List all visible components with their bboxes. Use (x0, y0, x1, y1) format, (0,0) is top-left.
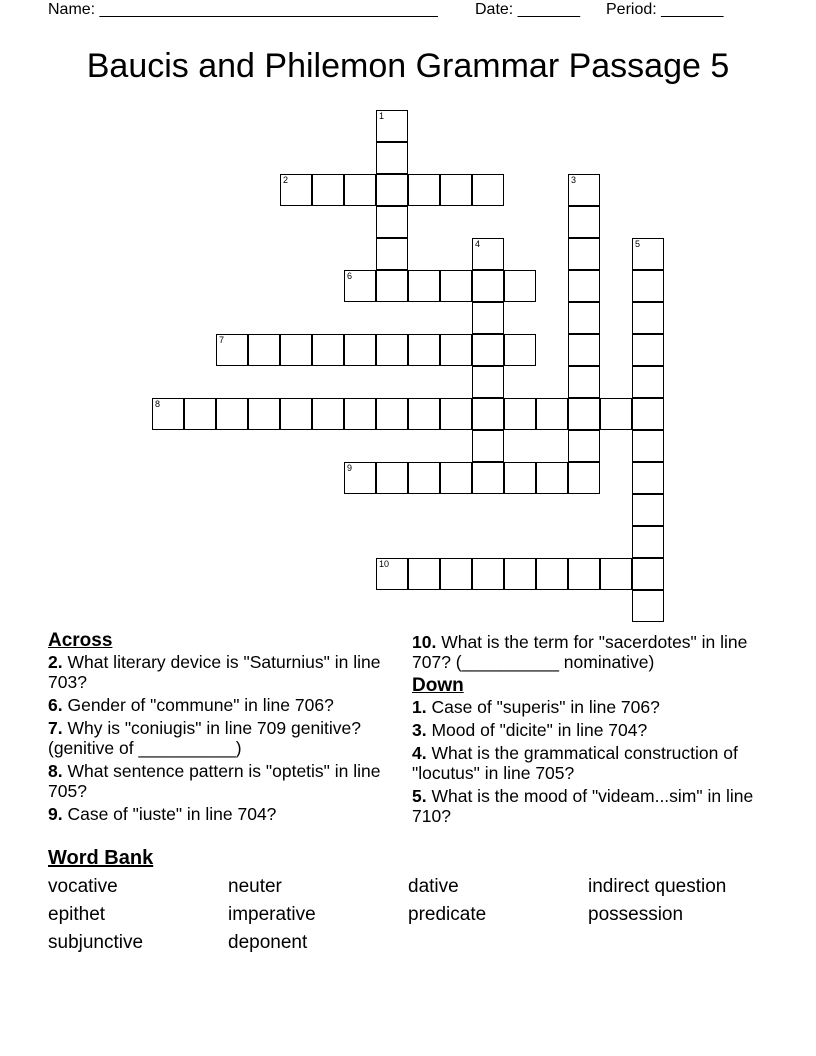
crossword-cell[interactable] (376, 238, 408, 270)
crossword-cell[interactable] (568, 302, 600, 334)
crossword-cell[interactable] (568, 430, 600, 462)
crossword-cell[interactable] (472, 398, 504, 430)
crossword-cell[interactable] (408, 334, 440, 366)
clue-number-label: 9 (347, 463, 353, 473)
word-bank-item: vocative (48, 876, 118, 897)
date-field-label: Date: _______ (475, 1, 580, 18)
word-bank-item: epithet (48, 904, 106, 925)
clue-number: 10. (412, 632, 437, 652)
clue-number-label: 6 (347, 271, 353, 281)
crossword-cell[interactable] (408, 462, 440, 494)
period-field-label: Period: _______ (606, 1, 724, 18)
crossword-cell[interactable] (440, 398, 472, 430)
crossword-cell[interactable] (632, 526, 664, 558)
crossword-cell[interactable] (536, 398, 568, 430)
down-heading: Down (412, 675, 464, 696)
crossword-cell[interactable] (472, 302, 504, 334)
crossword-cell[interactable] (440, 558, 472, 590)
clue-number-label: 1 (379, 111, 385, 121)
clue-down-1 (412, 697, 772, 717)
crossword-cell[interactable] (312, 334, 344, 366)
crossword-cell[interactable] (280, 398, 312, 430)
crossword-cell[interactable] (376, 334, 408, 366)
crossword-cell[interactable] (376, 398, 408, 430)
word-bank-item: dative (408, 876, 459, 897)
word-bank-item: predicate (408, 904, 487, 925)
clue-number: 5. (412, 786, 427, 806)
crossword-cell[interactable] (408, 270, 440, 302)
crossword-cell[interactable] (184, 398, 216, 430)
crossword-cell[interactable] (632, 334, 664, 366)
crossword-cell[interactable] (408, 558, 440, 590)
clue-number: 8. (48, 761, 63, 781)
crossword-cell[interactable] (344, 270, 376, 302)
crossword-cell[interactable] (312, 174, 344, 206)
crossword-cell[interactable] (344, 334, 376, 366)
clue-text: What is the term for "sacerdotes" in line 707? (__________ nominative) (412, 632, 748, 672)
crossword-cell[interactable] (376, 174, 408, 206)
crossword-cell[interactable] (504, 270, 536, 302)
crossword-cell[interactable] (408, 174, 440, 206)
crossword-cell[interactable] (568, 238, 600, 270)
crossword-cell[interactable] (504, 334, 536, 366)
crossword-cell[interactable] (568, 558, 600, 590)
clue-text: Case of "iuste" in line 704? (62, 804, 277, 824)
clue-text: What sentence pattern is "optetis" in line 705? (48, 761, 381, 801)
crossword-cell[interactable] (472, 366, 504, 398)
clue-number-label: 10 (379, 559, 390, 569)
crossword-cell[interactable] (632, 366, 664, 398)
crossword-cell[interactable] (216, 398, 248, 430)
crossword-cell[interactable] (632, 494, 664, 526)
crossword-cell[interactable] (376, 206, 408, 238)
clue-across-10 (412, 632, 772, 672)
crossword-cell[interactable] (568, 334, 600, 366)
clue-down-3 (412, 720, 772, 740)
clue-number-label: 5 (635, 239, 641, 249)
clue-down-5 (412, 786, 772, 826)
clue-down-4 (412, 743, 772, 783)
crossword-cell[interactable] (344, 174, 376, 206)
crossword-cell[interactable] (312, 398, 344, 430)
page-title: Baucis and Philemon Grammar Passage 5 (86, 47, 730, 85)
word-bank-item: subjunctive (48, 932, 144, 953)
crossword-cell[interactable] (472, 270, 504, 302)
clue-number-label: 4 (475, 239, 481, 249)
crossword-cell[interactable] (440, 334, 472, 366)
clue-text: Gender of "commune" in line 706? (62, 695, 334, 715)
clue-number-label: 8 (155, 399, 161, 409)
clue-number-label: 2 (283, 175, 289, 185)
clue-across-8 (48, 761, 393, 801)
crossword-cell[interactable] (632, 590, 664, 622)
word-bank-item: possession (588, 904, 684, 925)
crossword-cell[interactable] (248, 334, 280, 366)
clue-across-6 (48, 695, 393, 715)
across-clues (48, 630, 393, 827)
crossword-cell[interactable] (344, 398, 376, 430)
crossword-cell[interactable] (568, 398, 600, 430)
crossword-cell[interactable] (280, 174, 312, 206)
crossword-cell[interactable] (280, 334, 312, 366)
crossword-cell[interactable] (440, 270, 472, 302)
crossword-cell[interactable] (344, 462, 376, 494)
crossword-cell[interactable] (504, 462, 536, 494)
crossword-cell[interactable] (632, 430, 664, 462)
crossword-cell[interactable] (568, 174, 600, 206)
clue-text: What is the mood of "videam...sim" in line 710? (412, 786, 754, 826)
crossword-cell[interactable] (568, 270, 600, 302)
crossword-cell[interactable] (472, 430, 504, 462)
clue-number: 3. (412, 720, 427, 740)
crossword-cell[interactable] (632, 462, 664, 494)
crossword-cell[interactable] (152, 398, 184, 430)
crossword-cell[interactable] (472, 238, 504, 270)
word-bank-heading: Word Bank (48, 847, 154, 869)
clue-number: 2. (48, 652, 63, 672)
crossword-cell[interactable] (376, 142, 408, 174)
crossword-cell[interactable] (600, 558, 632, 590)
crossword-cell[interactable] (376, 110, 408, 142)
crossword-cell[interactable] (568, 206, 600, 238)
crossword-cell[interactable] (568, 462, 600, 494)
across-heading: Across (48, 630, 113, 651)
word-bank-item: imperative (228, 904, 316, 925)
clue-text: Mood of "dicite" in line 704? (426, 720, 648, 740)
crossword-cell[interactable] (472, 462, 504, 494)
down-clues (412, 632, 772, 829)
clue-across-7 (48, 718, 393, 758)
crossword-cell[interactable] (216, 334, 248, 366)
crossword-cell[interactable] (376, 462, 408, 494)
clue-number: 1. (412, 697, 427, 717)
crossword-cell[interactable] (632, 398, 664, 430)
crossword-cell[interactable] (472, 174, 504, 206)
crossword-cell[interactable] (632, 270, 664, 302)
clue-across-9 (48, 804, 393, 824)
crossword-cell[interactable] (376, 270, 408, 302)
word-bank-item: neuter (228, 876, 282, 897)
clue-text: Case of "superis" in line 706? (426, 697, 660, 717)
clue-number-label: 7 (219, 335, 225, 345)
crossword-cell[interactable] (248, 398, 280, 430)
crossword-cell[interactable] (376, 558, 408, 590)
crossword-cell[interactable] (536, 462, 568, 494)
clue-number: 4. (412, 743, 427, 763)
clue-across-2 (48, 652, 393, 692)
clue-number-label: 3 (571, 175, 577, 185)
clue-number: 6. (48, 695, 63, 715)
crossword-cell[interactable] (440, 462, 472, 494)
crossword-cell[interactable] (472, 558, 504, 590)
crossword-cell[interactable] (504, 558, 536, 590)
crossword-cell[interactable] (472, 334, 504, 366)
crossword-cell[interactable] (632, 238, 664, 270)
crossword-cell[interactable] (632, 558, 664, 590)
crossword-cell[interactable] (568, 366, 600, 398)
crossword-cell[interactable] (408, 398, 440, 430)
word-bank-item: indirect question (588, 876, 727, 897)
crossword-cell[interactable] (632, 302, 664, 334)
clue-number: 7. (48, 718, 63, 738)
word-bank-item: deponent (228, 932, 308, 953)
clue-text: What is the grammatical construction of "locutus" in line 705? (412, 743, 738, 783)
crossword-cell[interactable] (504, 398, 536, 430)
name-field-label: Name: ______________________________________ (48, 1, 438, 18)
crossword-cell[interactable] (600, 398, 632, 430)
word-bank (48, 876, 788, 966)
clue-text: Why is "coniugis" in line 709 genitive? (genitive of __________) (48, 718, 362, 758)
crossword-cell[interactable] (440, 174, 472, 206)
clue-number: 9. (48, 804, 63, 824)
clue-text: What literary device is "Saturnius" in line 703? (48, 652, 381, 692)
crossword-cell[interactable] (536, 558, 568, 590)
